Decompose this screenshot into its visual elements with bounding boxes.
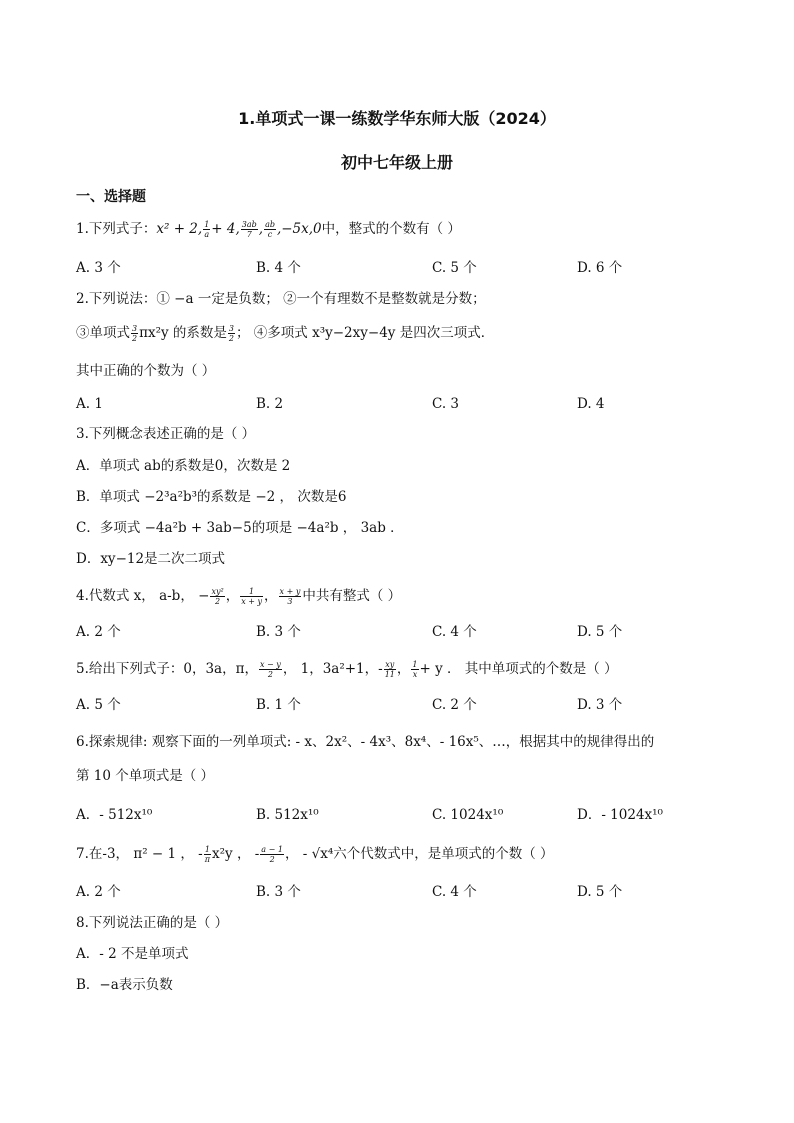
q5-fraction-3 — [411, 660, 418, 679]
q5-frac3-num: 1 — [412, 660, 418, 669]
q4-fraction-2 — [240, 587, 263, 606]
q6-option-d: D．- 1024x¹⁰ — [577, 807, 663, 823]
q7-option-a: A. 2 个 — [76, 884, 121, 900]
q4-frac2-den: x + y — [241, 597, 263, 606]
q1-math: x² + 2, — [156, 221, 203, 237]
question-2-line-1: 2.下列说法：① −a 一定是负数； ②一个有理数不是整数就是分数； — [76, 291, 486, 307]
q1-frac1-den: a — [204, 230, 210, 239]
q1-frac3-den: c — [267, 230, 273, 239]
q2-frac2-num: 3 — [228, 324, 235, 333]
q8-option-b: B．−a表示负数 — [76, 977, 173, 993]
q1-math: , — [258, 221, 264, 237]
q4-frac3-den: 3 — [287, 597, 293, 606]
q6-option-a: A．- 512x¹⁰ — [76, 807, 153, 823]
q5-option-a: A. 5 个 — [76, 697, 121, 713]
q5-frac1-den: 2 — [267, 670, 273, 679]
q4-frac1-num: xy² — [211, 587, 224, 596]
q6-option-c: C. 1024x¹⁰ — [432, 807, 504, 823]
q2-text: ； ④多项式 x³y−2xy−4y 是四次三项式． — [236, 325, 495, 341]
q7-frac1-num: 1 — [204, 845, 210, 854]
q1-frac1-num: 1 — [204, 220, 210, 229]
q1-fraction-2 — [241, 220, 258, 239]
q5-frac1-num: x − y — [259, 660, 281, 669]
q1-option-b: B. 4 个 — [256, 260, 301, 276]
q2-text: ③单项式 — [76, 325, 130, 341]
q4-fraction-1 — [210, 587, 224, 606]
q4-text: 中共有整式（ ） — [302, 588, 402, 604]
question-4-stem — [76, 587, 401, 606]
q5-text: + y ． 其中单项式的个数是（ ） — [419, 661, 618, 677]
q2-text: πx²y 的系数是 — [139, 325, 227, 341]
q7-fraction-2 — [260, 845, 284, 864]
question-5-stem — [76, 660, 618, 679]
q2-option-d: D. 4 — [577, 396, 605, 412]
question-8-stem: 8.下列说法正确的是（ ） — [76, 915, 229, 931]
q5-fraction-1 — [259, 660, 282, 679]
q5-option-c: C. 2 个 — [432, 697, 477, 713]
q1-frac3-num: ab — [265, 220, 275, 229]
q4-fraction-3 — [279, 587, 302, 606]
q2-option-c: C. 3 — [432, 396, 460, 412]
document-subtitle: 初中七年级上册 — [340, 153, 453, 172]
q5-text: ， — [396, 661, 411, 677]
q4-option-c: C. 4 个 — [432, 624, 477, 640]
q7-frac1-den: π — [204, 855, 210, 864]
q5-fraction-2 — [384, 660, 396, 679]
q4-text: 4.代数式 x， a-b， − — [76, 588, 210, 604]
q2-option-b: B. 2 — [256, 396, 284, 412]
q7-option-c: C. 4 个 — [432, 884, 477, 900]
q1-fraction-1 — [203, 220, 210, 239]
q2-frac1-num: 3 — [132, 324, 138, 333]
q2-option-a: A. 1 — [76, 396, 103, 412]
q3-option-d: D．xy−12是二次二项式 — [76, 551, 226, 567]
question-2-line-3: 其中正确的个数为（ ） — [76, 363, 216, 379]
q1-text: 1.下列式子： — [76, 221, 157, 237]
q4-option-a: A. 2 个 — [76, 624, 121, 640]
q7-option-b: B. 3 个 — [256, 884, 301, 900]
q5-text: ， 1，3a²+1，- — [282, 661, 383, 677]
q7-text: ， - √x⁴六个代数式中，是单项式的个数（ ） — [284, 846, 554, 862]
question-6-line-2: 第 10 个单项式是（ ） — [76, 768, 215, 784]
q6-option-b: B. 512x¹⁰ — [256, 807, 319, 823]
q1-option-a: A. 3 个 — [76, 260, 121, 276]
q1-option-d: D. 6 个 — [577, 260, 623, 276]
q7-text: x²y ， - — [212, 846, 260, 862]
q1-math: ,−5x,0 — [276, 221, 322, 237]
question-6-line-1: 6.探索规律: 观察下面的一列单项式: - x、2x²、- 4x³、8x⁴、- 16x⁵、…，根据其中的规律得出的 — [76, 734, 655, 750]
q5-frac3-den: x — [412, 670, 418, 679]
q7-frac2-den: 2 — [269, 855, 275, 864]
q7-text: 7.在-3， π² − 1 ， - — [76, 846, 203, 862]
q8-option-a: A．- 2 不是单项式 — [76, 946, 189, 962]
q5-frac2-den: 11 — [384, 670, 395, 679]
q4-frac1-den: 2 — [215, 597, 221, 606]
q3-option-c: C．多项式 −4a²b + 3ab−5的项是 −4a²b ， 3ab ． — [76, 520, 404, 536]
q4-text: ， — [225, 588, 240, 604]
q7-fraction-1 — [204, 845, 211, 864]
q1-option-c: C. 5 个 — [432, 260, 477, 276]
q1-frac2-num: 3ab — [241, 220, 257, 229]
section-heading: 一、选择题 — [76, 189, 146, 205]
q1-math: + 4, — [211, 221, 240, 237]
q2-frac2-den: 2 — [228, 334, 235, 343]
q5-option-d: D. 3 个 — [577, 697, 623, 713]
document-title: 1.单项式一课一练数学华东师大版（2024） — [238, 109, 556, 128]
q1-fraction-3 — [264, 220, 276, 239]
q5-text: 5.给出下列式子：0，3a，π， — [76, 661, 258, 677]
q2-fraction-1 — [131, 324, 138, 343]
question-2-line-2 — [76, 324, 494, 343]
q4-frac3-num: x + y — [279, 587, 301, 596]
q1-text: 中，整式的个数有（ ） — [321, 221, 461, 237]
q2-fraction-2 — [228, 324, 235, 343]
question-1-stem — [76, 220, 461, 239]
q7-option-d: D. 5 个 — [577, 884, 623, 900]
q3-option-b: B．单项式 −2³a²b³的系数是 −2 ， 次数是6 — [76, 489, 347, 505]
q1-frac2-den: 7 — [246, 230, 252, 239]
question-3-stem: 3.下列概念表述正确的是（ ） — [76, 426, 256, 442]
q3-option-a: A．单项式 ab的系数是0，次数是 2 — [76, 458, 291, 474]
q4-text: ， — [264, 588, 278, 604]
q4-frac2-num: 1 — [240, 587, 263, 597]
q7-frac2-num: a − 1 — [261, 845, 283, 854]
q5-option-b: B. 1 个 — [256, 697, 301, 713]
q5-frac2-num: xy — [385, 660, 395, 669]
question-7-stem — [76, 845, 554, 864]
q2-frac1-den: 2 — [132, 334, 138, 343]
q4-option-b: B. 3 个 — [256, 624, 301, 640]
q4-option-d: D. 5 个 — [577, 624, 623, 640]
